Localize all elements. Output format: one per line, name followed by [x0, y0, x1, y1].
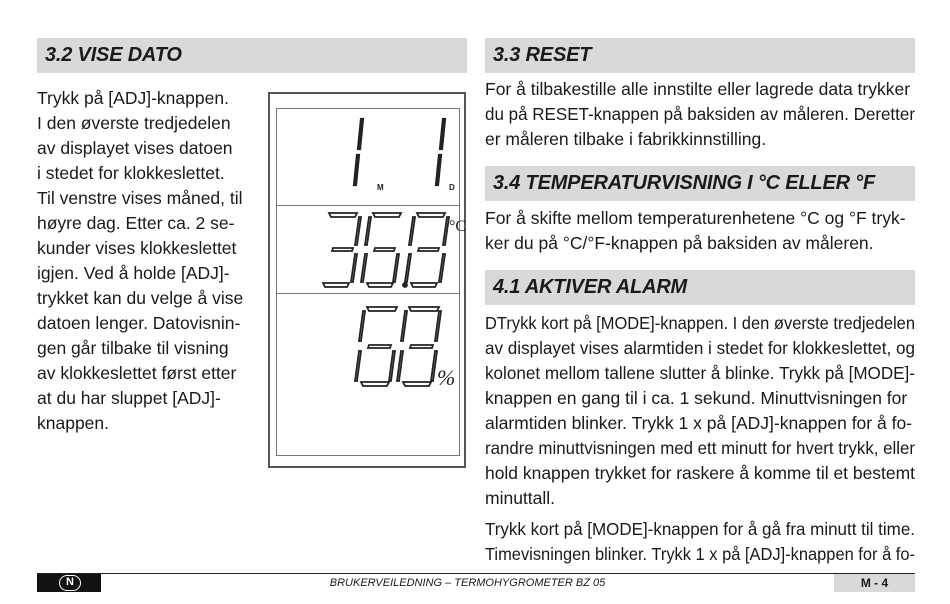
- section-heading-vise-dato: 3.2 VISE DATO: [37, 38, 467, 73]
- lcd-segments: [277, 109, 467, 457]
- text-line: igjen. Ved å holde [ADJ]-: [37, 263, 230, 283]
- text-line: kolonet mellom tallene slutter å blinke. Trykk på [MODE]-: [485, 363, 915, 383]
- humidity-digits: [355, 307, 441, 386]
- text-line: Trykk på [ADJ]-knappen.: [37, 88, 229, 108]
- text-line: datoen lenger. Datovisnin-: [37, 313, 241, 333]
- aktiver-alarm-paragraph: [485, 311, 915, 511]
- text-line: For å skifte mellom temperaturenhetene °C og °F tryk-: [485, 208, 906, 228]
- text-line: av klokkeslettet først etter: [37, 363, 237, 383]
- aktiver-alarm-paragraph-2: [485, 517, 915, 567]
- section-heading-reset: 3.3 RESET: [485, 38, 915, 73]
- humidity-unit: %: [437, 365, 456, 390]
- text-line: av displayet vises datoen: [37, 138, 233, 158]
- footer-title: BRUKERVEILEDNING – TERMOHYGROMETER BZ 05: [329, 577, 606, 589]
- text-line: du på RESET-knappen på baksiden av måleren. Deretter: [485, 104, 915, 124]
- text-line: er måleren tilbake i fabrikkinnstilling.: [485, 129, 767, 149]
- language-badge: [37, 574, 101, 592]
- language-code: N: [59, 575, 81, 591]
- section-heading-aktiver-alarm: 4.1 AKTIVER ALARM: [485, 270, 915, 305]
- page-number: M - 4: [834, 574, 915, 592]
- text-line: ker du på °C/°F-knappen på baksiden av måleren.: [485, 233, 874, 253]
- temp-unit: °C: [449, 218, 467, 235]
- lcd-screen: [276, 108, 467, 456]
- month-marker: M: [377, 183, 384, 192]
- temperaturvisning-paragraph: [485, 206, 915, 256]
- text-line: knappen en gang til i ca. 1 sekund. Minuttvisningen for: [485, 388, 908, 408]
- text-line: kunder vises klokkeslettet: [37, 238, 237, 258]
- text-line: trykket kan du velge å vise: [37, 288, 244, 308]
- day-marker: D: [449, 183, 455, 192]
- text-line: minuttall.: [485, 488, 556, 508]
- lcd-display-illustration: [268, 92, 466, 468]
- text-line: gen går tilbake til visning: [37, 338, 229, 358]
- text-line: I den øverste tredjedelen: [37, 113, 231, 133]
- date-month-digit: [354, 119, 363, 185]
- text-line: Trykk kort på [MODE]-knappen for å gå fra minutt til time.: [485, 519, 915, 539]
- date-day-digit: [436, 119, 445, 185]
- vise-dato-paragraph: [37, 86, 251, 436]
- reset-paragraph: [485, 77, 915, 152]
- temperature-digits: [323, 213, 449, 287]
- text-line: høyre dag. Etter ca. 2 se-: [37, 213, 235, 233]
- text-line: DTrykk kort på [MODE]-knappen. I den øverste tredjedelen: [485, 313, 915, 333]
- text-line: Til venstre vises måned, til: [37, 188, 243, 208]
- section-heading-temperaturvisning: 3.4 TEMPERATURVISNING I °C ELLER °F: [485, 166, 915, 201]
- text-line: For å tilbakestille alle innstilte eller lagrede data trykker: [485, 79, 911, 99]
- text-line: av displayet vises alarmtiden i stedet for klokkeslettet, og: [485, 338, 915, 358]
- text-line: i stedet for klokkeslettet.: [37, 163, 225, 183]
- text-line: randre minuttvisningen med ett minutt for hvert trykk, eller: [485, 438, 915, 458]
- text-line: Timevisningen blinker. Trykk 1 x på [ADJ]-knappen for å fo-: [485, 544, 915, 564]
- text-line: hold knappen trykket for raskere å komme til et bestemt: [485, 463, 915, 483]
- text-line: alarmtiden blinker. Trykk 1 x på [ADJ]-knappen for å fo-: [485, 413, 912, 433]
- text-line: knappen.: [37, 413, 110, 433]
- text-line: at du har sluppet [ADJ]-: [37, 388, 221, 408]
